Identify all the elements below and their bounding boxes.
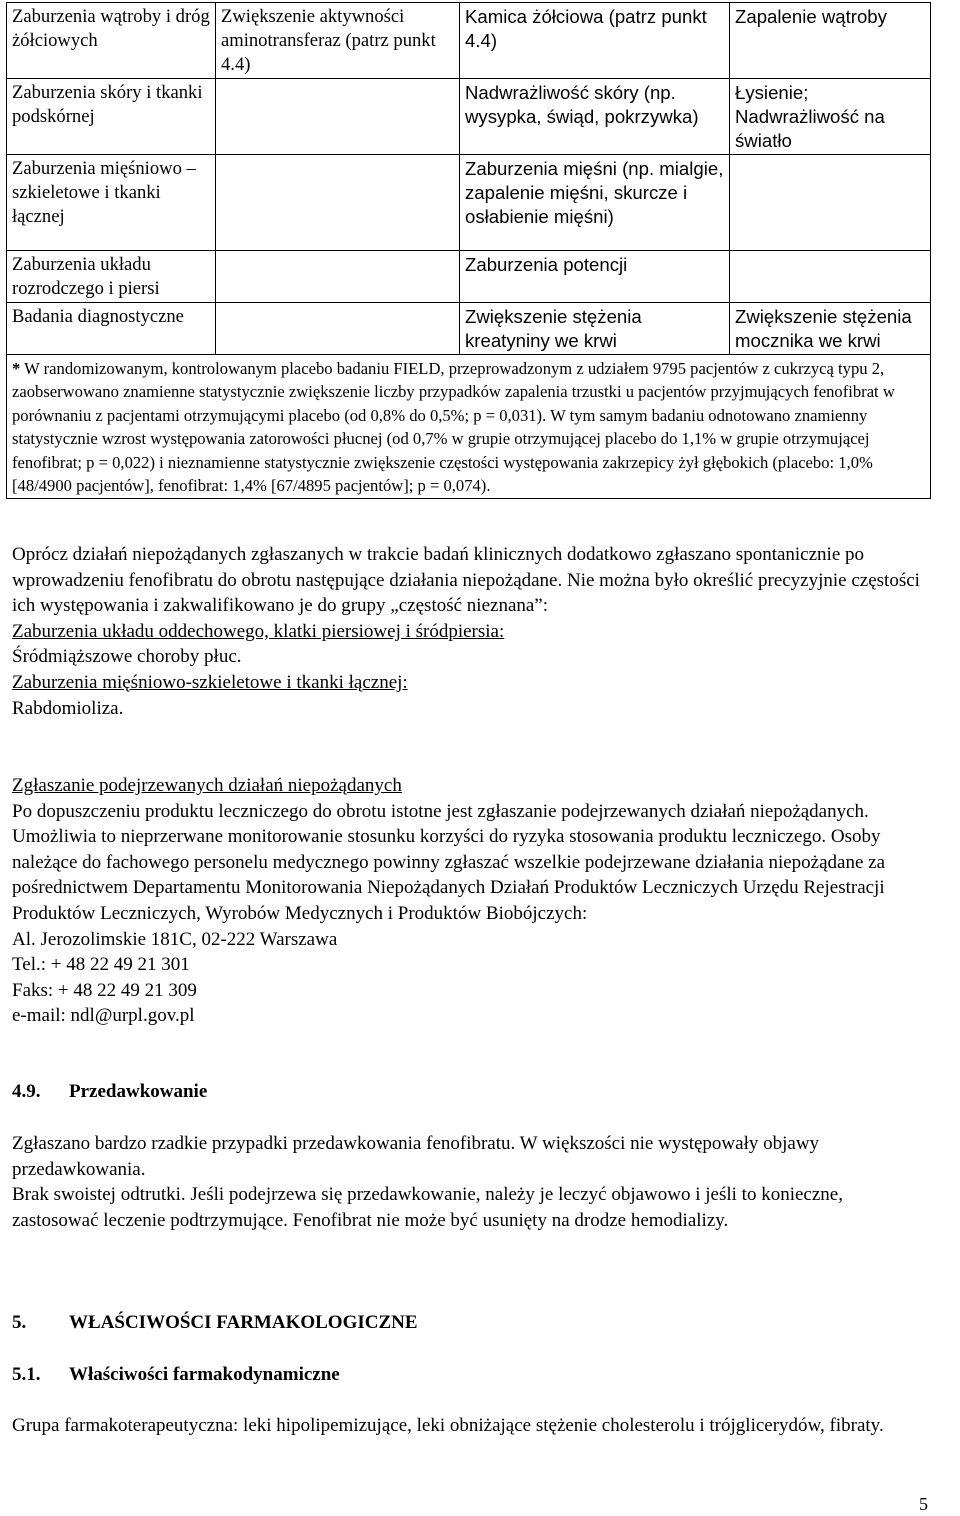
- section-title: WŁAŚCIWOŚCI FARMAKOLOGICZNE: [69, 1312, 418, 1333]
- soc-respiratory-heading: Zaburzenia układu oddechowego, klatki piersiowej i śródpiersia:: [12, 620, 505, 642]
- overdose-paragraph-1: Zgłaszano bardzo rzadkie przypadki przedawkowania fenofibratu. W większości nie występowały objawy przedawkowania.: [12, 1133, 820, 1180]
- table-footnote-row: [7, 355, 931, 499]
- table-cell-common: Zwiększenie aktywności aminotransferaz (patrz punkt 4.4): [216, 3, 460, 79]
- table-cell-rare: Zwiększenie stężenia mocznika we krwi: [730, 303, 931, 355]
- table-cell-common: [216, 303, 460, 355]
- table-row: [7, 251, 931, 303]
- section-5-1-heading: [12, 1362, 932, 1388]
- table-cell-uncommon: Zaburzenia mięśni (np. mialgie, zapalenie mięśni, skurcze i osłabienie mięśni): [460, 155, 730, 251]
- reporting-section: [12, 773, 932, 1029]
- pharmacotherapeutic-text: Grupa farmakoterapeutyczna: leki hipolipemizujące, leki obniżające stężenie cholesterolu i trójglicerydów, fibraty.: [12, 1415, 884, 1436]
- table-cell-common: [216, 155, 460, 251]
- reporting-fax: Faks: + 48 22 49 21 309: [12, 979, 197, 1001]
- overdose-paragraph-2: Brak swoistej odtrutki. Jeśli podejrzewa się przedawkowanie, należy je leczyć objawowo i jeśli to konieczne, zastosować leczenie podtrzymujące. Fenofibrat nie może być usunięty na drodze hemodializy.: [12, 1184, 843, 1231]
- table-footnote: [7, 355, 931, 499]
- footnote-marker: *: [12, 359, 21, 378]
- table-cell-rare: Łysienie; Nadwrażliwość na światło: [730, 79, 931, 155]
- reporting-address: Al. Jerozolimskie 181C, 02-222 Warszawa: [12, 928, 338, 950]
- pharmacotherapeutic-group: [12, 1413, 932, 1439]
- page-number: 5: [919, 1494, 928, 1514]
- section-title: Przedawkowanie: [69, 1081, 208, 1102]
- table-cell-common: [216, 251, 460, 303]
- postmarketing-intro: Oprócz działań niepożądanych zgłaszanych w trakcie badań klinicznych dodatkowo zgłaszano spontanicznie po wprowadzeniu fenofibratu do obrotu następujące działania niepożądane. Nie można było określić precyzyjnie częstości ich występowania i zakwalifikowano je do grupy „częstość nieznana”:: [12, 544, 920, 617]
- table-cell-soc: Zaburzenia skóry i tkanki podskórnej: [7, 79, 216, 155]
- table-cell-rare: [730, 251, 931, 303]
- table-row: [7, 3, 931, 79]
- table-cell-soc: Zaburzenia wątroby i dróg żółciowych: [7, 3, 216, 79]
- overdose-text: [12, 1131, 932, 1233]
- table-cell-soc: Zaburzenia mięśniowo – szkieletowe i tkanki łącznej: [7, 155, 216, 251]
- table-row: [7, 79, 931, 155]
- section-number: 4.9.: [12, 1081, 41, 1102]
- reporting-text: Po dopuszczeniu produktu leczniczego do obrotu istotne jest zgłaszanie podejrzewanych działań niepożądanych. Umożliwia to nieprzerwane monitorowanie stosunku korzyści do ryzyka stosowania produktu leczniczego. Osoby należące do fachowego personelu medycznego powinny zgłaszać wszelkie podejrzewane działania niepożądane za pośrednictwem Departamentu Monitorowania Niepożądanych Działań Produktów Leczniczych Urzędu Rejestracji Produktów Leczniczych, Wyrobów Medycznych i Produktów Biobójczych:: [12, 800, 886, 924]
- table-cell-uncommon: Kamica żółciowa (patrz punkt 4.4): [460, 3, 730, 79]
- table-row: [7, 303, 931, 355]
- footnote-text: W randomizowanym, kontrolowanym placebo badaniu FIELD, przeprowadzonym z udziałem 9795 pacjentów z cukrzycą typu 2, zaobserwowano znamienne statystycznie zwiększenie liczby przypadków zapalenia trzustki u pacjentów przyjmujących fenofibrat w porównaniu z pacjentami otrzymującymi placebo (od 0,8% do 0,5%; p = 0,031). W tym samym badaniu odnotowano znamienny statystycznie wzrost występowania zatorowości płucnej (od 0,7% w grupie otrzymującej placebo do 1,1% w grupie otrzymującej fenofibrat; p = 0,022) i nieznamienne statystycznie zwiększenie częstości występowania zakrzepicy żył głębokich (placebo: 1,0% [48/4900 pacjentów], fenofibrat: 1,4% [67/4895 pacjentów]; p = 0,074).: [12, 359, 895, 496]
- section-number: 5.1.: [12, 1364, 41, 1385]
- section-5-heading: [12, 1310, 932, 1336]
- table-cell-rare: [730, 155, 931, 251]
- reporting-phone: Tel.: + 48 22 49 21 301: [12, 954, 190, 976]
- table-cell-uncommon: Zaburzenia potencji: [460, 251, 730, 303]
- table-cell-uncommon: Nadwrażliwość skóry (np. wysypka, świąd, pokrzywka): [460, 79, 730, 155]
- adverse-effects-table: [6, 2, 931, 499]
- table-cell-uncommon: Zwiększenie stężenia kreatyniny we krwi: [460, 303, 730, 355]
- table-cell-common: [216, 79, 460, 155]
- table-cell-soc: Zaburzenia układu rozrodczego i piersi: [7, 251, 216, 303]
- musculoskeletal-item: Rabdomioliza.: [12, 697, 124, 719]
- section-title: Właściwości farmakodynamiczne: [69, 1364, 340, 1385]
- table-cell-rare: Zapalenie wątroby: [730, 3, 931, 79]
- reporting-email: e-mail: ndl@urpl.gov.pl: [12, 1005, 195, 1027]
- section-4-9-heading: [12, 1079, 932, 1105]
- table-cell-soc: Badania diagnostyczne: [7, 303, 216, 355]
- postmarketing-section: [12, 542, 932, 721]
- reporting-heading: Zgłaszanie podejrzewanych działań niepożądanych: [12, 775, 402, 796]
- section-number: 5.: [12, 1312, 27, 1333]
- respiratory-item: Śródmiąższowe choroby płuc.: [12, 646, 242, 668]
- soc-musculoskeletal-heading: Zaburzenia mięśniowo-szkieletowe i tkanki łącznej:: [12, 671, 408, 693]
- table-row: [7, 155, 931, 251]
